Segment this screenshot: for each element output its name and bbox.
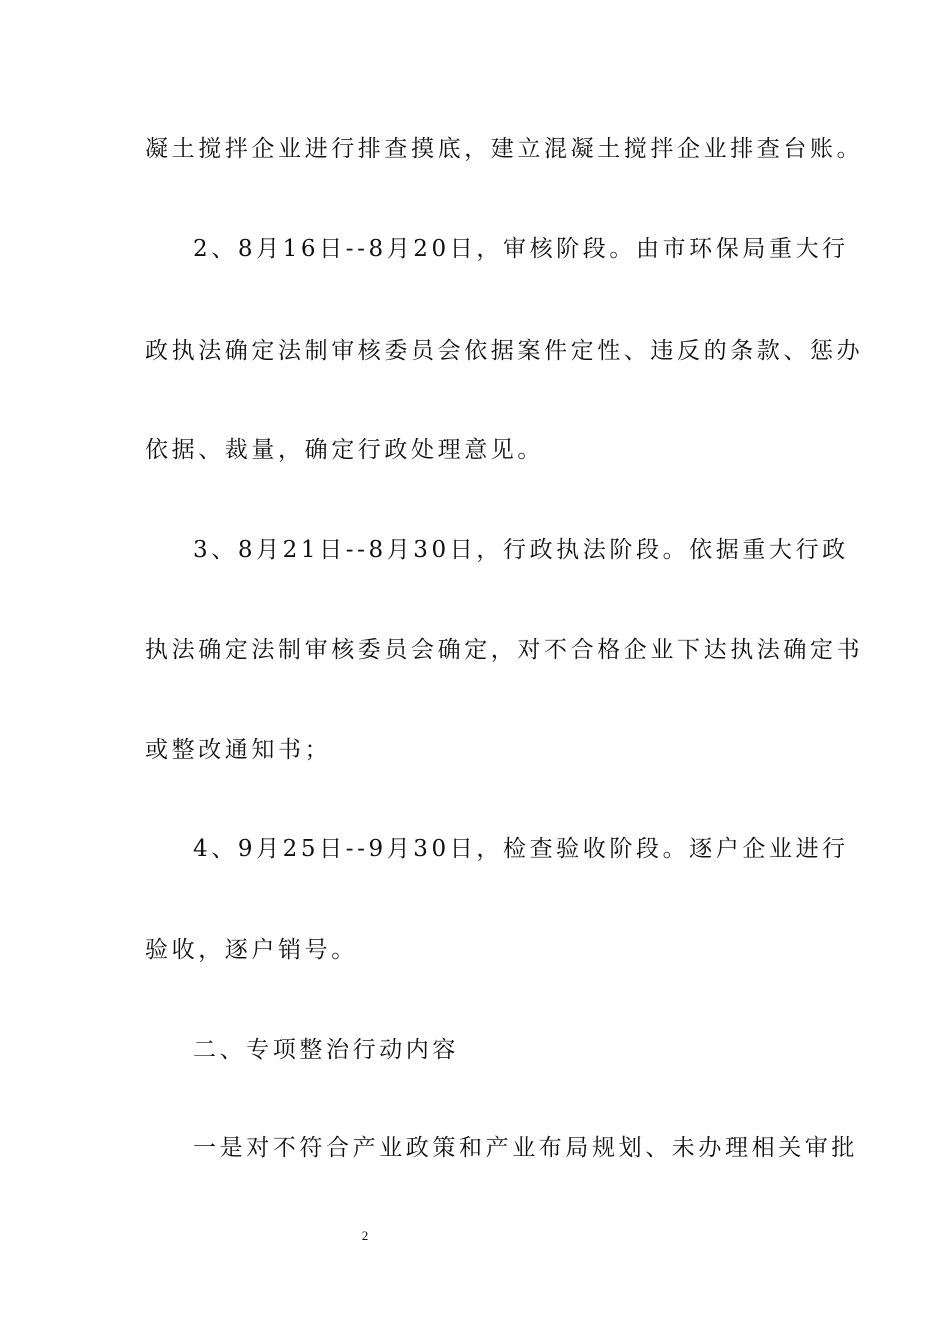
body-text-line: 凝土搅拌企业进行排查摸底，建立混凝土搅拌企业排查台账。 — [145, 136, 864, 162]
body-text-line: 验收，逐户销号。 — [145, 937, 358, 963]
section-heading: 二、专项整治行动内容 — [193, 1037, 459, 1063]
body-text-line: 4、9月25日--9月30日，检查验收阶段。逐户企业进行 — [193, 836, 849, 862]
body-text-line: 依据、裁量，确定行政处理意见。 — [145, 437, 544, 463]
page-number: 2 — [361, 1228, 369, 1243]
body-text-line: 2、8月16日--8月20日，审核阶段。由市环保局重大行 — [193, 236, 849, 262]
body-text-line: 或整改通知书； — [145, 737, 332, 763]
body-text-line: 一是对不符合产业政策和产业布局规划、未办理相关审批 — [193, 1135, 858, 1161]
body-text-line: 政执法确定法制审核委员会依据案件定性、违反的条款、惩办 — [145, 338, 864, 364]
body-text-line: 执法确定法制审核委员会确定，对不合格企业下达执法确定书 — [145, 637, 864, 663]
body-text-line: 3、8月21日--8月30日，行政执法阶段。依据重大行政 — [193, 537, 849, 563]
